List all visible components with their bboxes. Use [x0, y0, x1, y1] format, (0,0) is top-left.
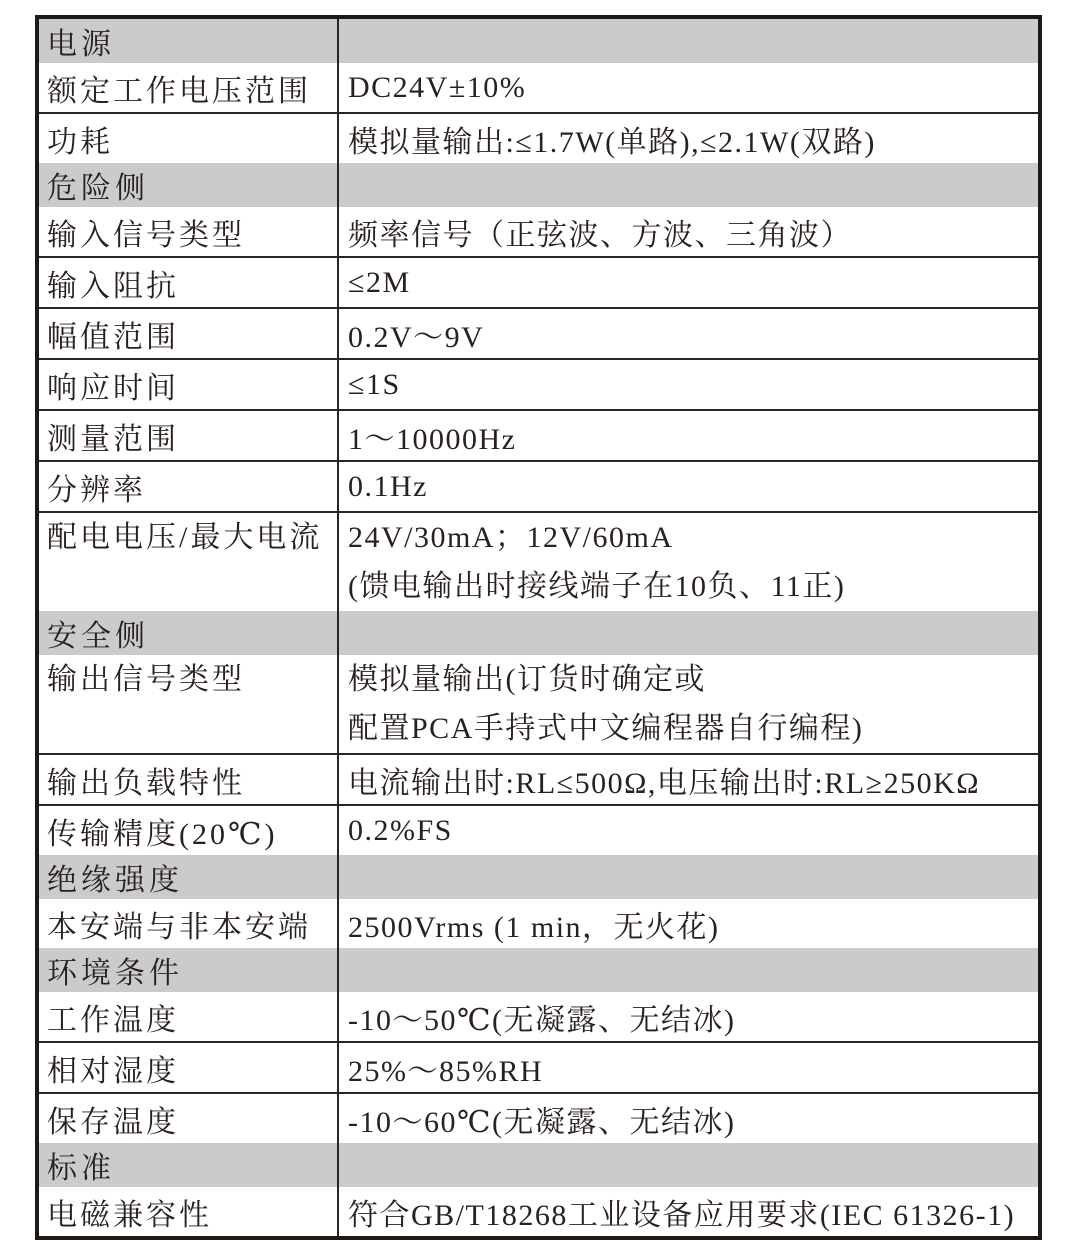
row-value: DC24V±10% — [348, 70, 527, 104]
row-value: -10～50℃(无凝露、无结冰) — [348, 1003, 736, 1037]
section-spacer — [339, 611, 1038, 655]
row-label: 输入阻抗 — [39, 258, 339, 307]
row-measuring-range — [39, 409, 1038, 460]
row-storage-temperature — [39, 1092, 1038, 1143]
row-value: 1～10000Hz — [348, 422, 517, 456]
row-value: 模拟量输出:≤1.7W(单路),≤2.1W(双路) — [348, 125, 876, 159]
row-value: ≤1S — [348, 367, 401, 401]
row-operating-temperature — [39, 992, 1038, 1041]
row-value: 电流输出时:RL≤500Ω,电压输出时:RL≥250KΩ — [348, 766, 981, 800]
section-row-environment — [39, 948, 1038, 992]
section-spacer — [339, 855, 1038, 899]
row-label: 电磁兼容性 — [39, 1187, 339, 1236]
row-value: 2500Vrms (1 min，无火花) — [348, 910, 720, 944]
section-spacer — [339, 1143, 1038, 1187]
row-label: 幅值范围 — [39, 309, 339, 358]
row-label: 输出负载特性 — [39, 755, 339, 804]
row-label: 分辨率 — [39, 462, 339, 511]
row-label: 本安端与非本安端 — [39, 899, 339, 948]
row-value-line2: 配置PCA手持式中文编程器自行编程) — [348, 712, 864, 745]
row-label — [39, 513, 339, 611]
section-spacer — [339, 163, 1038, 207]
row-label-text: 配电电压/最大电流 — [47, 521, 323, 554]
row-rated-voltage — [39, 63, 1038, 112]
section-label: 电源 — [39, 19, 339, 63]
row-label: 响应时间 — [39, 360, 339, 409]
row-value — [339, 513, 1038, 611]
row-label: 保存温度 — [39, 1094, 339, 1143]
row-amplitude-range — [39, 307, 1038, 358]
row-label-text: 输出信号类型 — [47, 663, 245, 696]
row-value: 0.1Hz — [348, 469, 428, 503]
section-row-hazardous-side — [39, 163, 1038, 207]
row-supply-voltage-max-current — [39, 511, 1038, 611]
specification-table — [35, 15, 1042, 1240]
row-label: 测量范围 — [39, 411, 339, 460]
row-value: ≤2M — [348, 265, 411, 299]
section-label: 安全侧 — [39, 611, 339, 655]
row-label: 工作温度 — [39, 992, 339, 1041]
section-label: 标准 — [39, 1143, 339, 1187]
row-output-load — [39, 753, 1038, 804]
section-label: 环境条件 — [39, 948, 339, 992]
row-value: 符合GB/T18268工业设备应用要求(IEC 61326-1) — [348, 1198, 1016, 1232]
row-value: 25%～85%RH — [348, 1054, 544, 1088]
row-emc — [39, 1187, 1038, 1236]
row-label: 额定工作电压范围 — [39, 63, 339, 112]
row-value: 频率信号（正弦波、方波、三角波） — [348, 218, 852, 252]
section-label: 绝缘强度 — [39, 855, 339, 899]
section-row-insulation-strength — [39, 855, 1038, 899]
section-row-standard — [39, 1143, 1038, 1187]
section-spacer — [339, 948, 1038, 992]
row-value: 0.2V～9V — [348, 320, 485, 354]
row-label: 功耗 — [39, 114, 339, 163]
row-response-time — [39, 358, 1038, 409]
row-transmission-accuracy — [39, 804, 1038, 855]
row-label: 传输精度(20℃) — [39, 806, 339, 855]
section-spacer — [339, 19, 1038, 63]
section-row-power — [39, 19, 1038, 63]
row-value: -10～60℃(无凝露、无结冰) — [348, 1105, 736, 1139]
row-output-signal-type — [39, 655, 1038, 753]
row-relative-humidity — [39, 1041, 1038, 1092]
row-input-signal-type — [39, 207, 1038, 256]
row-input-impedance — [39, 256, 1038, 307]
row-label — [39, 655, 339, 753]
row-label: 相对湿度 — [39, 1043, 339, 1092]
section-row-safe-side — [39, 611, 1038, 655]
row-is-to-nonis-terminal — [39, 899, 1038, 948]
row-resolution — [39, 460, 1038, 511]
row-power-consumption — [39, 112, 1038, 163]
row-value-line1: 24V/30mA；12V/60mA — [348, 521, 674, 554]
section-label: 危险侧 — [39, 163, 339, 207]
row-value-line1: 模拟量输出(订货时确定或 — [348, 663, 706, 696]
row-label: 输入信号类型 — [39, 207, 339, 256]
row-value-line2: (馈电输出时接线端子在10负、11正) — [348, 570, 846, 603]
row-value: 0.2%FS — [348, 813, 453, 847]
row-value — [339, 655, 1038, 753]
